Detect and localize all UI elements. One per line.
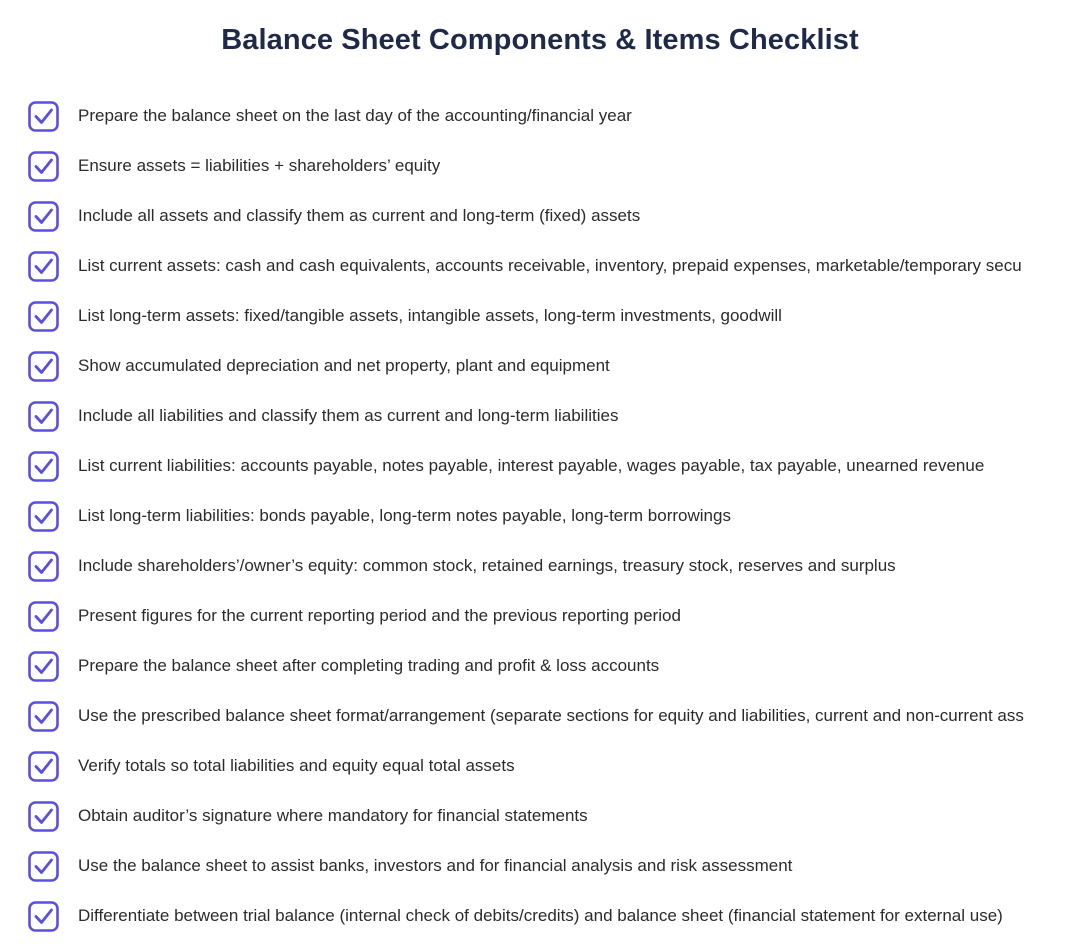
- checklist-item: [0, 191, 1080, 241]
- page-title: Balance Sheet Components & Items Checklist: [221, 24, 859, 56]
- checkbox-checked-icon[interactable]: [28, 251, 59, 282]
- checklist-item-label: Include all assets and classify them as current and long-term (fixed) assets: [78, 206, 641, 225]
- checklist-item: [0, 91, 1080, 141]
- checkbox-checked-icon[interactable]: [28, 701, 59, 732]
- checkbox-checked-icon[interactable]: [28, 501, 59, 532]
- checklist-item: [0, 641, 1080, 691]
- checklist-item-label: Verify totals so total liabilities and equity equal total assets: [78, 756, 515, 775]
- checkbox-checked-icon[interactable]: [28, 451, 59, 482]
- checklist: [0, 91, 1080, 941]
- checklist-item: [0, 241, 1080, 291]
- checklist-item-label: Differentiate between trial balance (internal check of debits/credits) and balance sheet (financial statement for external use): [78, 906, 1003, 925]
- checklist-item-label: List current assets: cash and cash equivalents, accounts receivable, inventory, prepaid expenses, marketable/temporary secu: [78, 256, 1022, 275]
- checklist-item: [0, 741, 1080, 791]
- checklist-item-label: Show accumulated depreciation and net property, plant and equipment: [78, 356, 610, 375]
- checklist-item: [0, 791, 1080, 841]
- checkbox-checked-icon[interactable]: [28, 551, 59, 582]
- checklist-item: [0, 841, 1080, 891]
- checkbox-checked-icon[interactable]: [28, 401, 59, 432]
- checklist-item: [0, 491, 1080, 541]
- checkbox-checked-icon[interactable]: [28, 751, 59, 782]
- checklist-item: [0, 341, 1080, 391]
- checklist-item: [0, 441, 1080, 491]
- checklist-item-label: List current liabilities: accounts payable, notes payable, interest payable, wages payable, tax payable, unearned revenue: [78, 456, 985, 475]
- checklist-item: [0, 691, 1080, 741]
- checklist-item-label: List long-term liabilities: bonds payable, long-term notes payable, long-term borrowings: [78, 506, 731, 525]
- checklist-item: [0, 291, 1080, 341]
- checkbox-checked-icon[interactable]: [28, 301, 59, 332]
- checklist-item-label: List long-term assets: fixed/tangible assets, intangible assets, long-term investments, goodwill: [78, 306, 782, 325]
- checkbox-checked-icon[interactable]: [28, 201, 59, 232]
- checklist-item: [0, 891, 1080, 941]
- checklist-item-label: Prepare the balance sheet on the last day of the accounting/financial year: [78, 106, 632, 125]
- checklist-item: [0, 141, 1080, 191]
- checklist-item-label: Present figures for the current reporting period and the previous reporting period: [78, 606, 681, 625]
- checklist-item-label: Include all liabilities and classify them as current and long-term liabilities: [78, 406, 619, 425]
- checklist-item-label: Ensure assets = liabilities + shareholders’ equity: [78, 156, 441, 175]
- checklist-item: [0, 591, 1080, 641]
- checklist-item-label: Use the balance sheet to assist banks, investors and for financial analysis and risk assessment: [78, 856, 793, 875]
- checkbox-checked-icon[interactable]: [28, 151, 59, 182]
- checklist-item: [0, 391, 1080, 441]
- checklist-item-label: Include shareholders’/owner’s equity: common stock, retained earnings, treasury stock, reserves and surplus: [78, 556, 896, 575]
- checkbox-checked-icon[interactable]: [28, 601, 59, 632]
- checkbox-checked-icon[interactable]: [28, 351, 59, 382]
- checklist-item-label: Prepare the balance sheet after completing trading and profit & loss accounts: [78, 656, 660, 675]
- checkbox-checked-icon[interactable]: [28, 901, 59, 932]
- checklist-item: [0, 541, 1080, 591]
- checklist-item-label: Use the prescribed balance sheet format/arrangement (separate sections for equity and liabilities, current and non-current ass: [78, 706, 1024, 725]
- checkbox-checked-icon[interactable]: [28, 801, 59, 832]
- checklist-item-label: Obtain auditor’s signature where mandatory for financial statements: [78, 806, 588, 825]
- checkbox-checked-icon[interactable]: [28, 101, 59, 132]
- checkbox-checked-icon[interactable]: [28, 851, 59, 882]
- checkbox-checked-icon[interactable]: [28, 651, 59, 682]
